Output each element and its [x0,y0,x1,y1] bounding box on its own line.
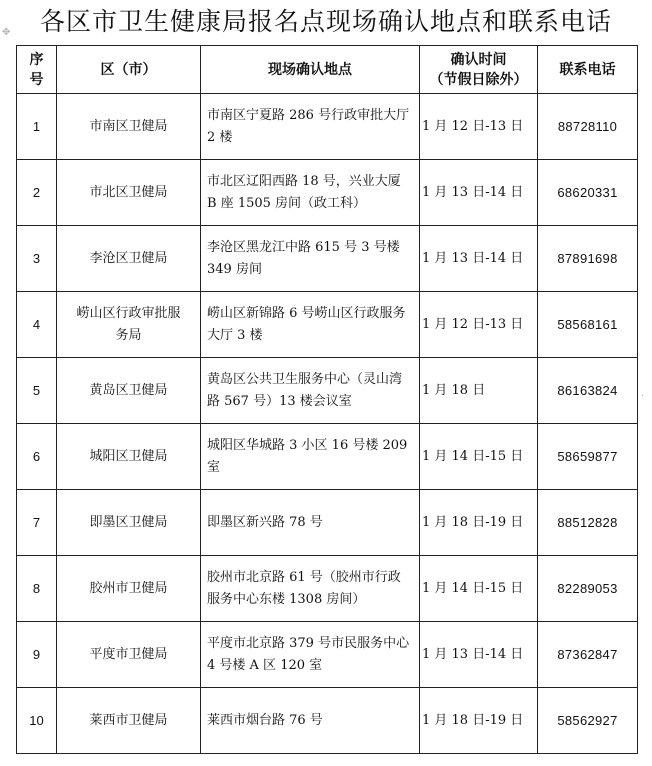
table-row [17,556,638,622]
cell-seq: 8 [17,556,57,622]
cell-date: 1 月 14 日-15 日 [420,424,538,490]
cell-seq: 2 [17,160,57,226]
cell-seq: 9 [17,622,57,688]
table-row [17,622,638,688]
resize-handle-icon[interactable]: · [641,391,645,402]
cell-district: 莱西市卫健局 [57,688,201,754]
cell-location: 胶州市北京路 61 号（胶州市行政服务中心东楼 1308 房间） [201,556,420,622]
header-seq: 序号 [17,46,57,94]
cell-district: 市南区卫健局 [57,94,201,160]
cell-date: 1 月 14 日-15 日 [420,556,538,622]
cell-district: 城阳区卫健局 [57,424,201,490]
table-row [17,160,638,226]
table-row [17,292,638,358]
header-phone: 联系电话 [538,46,638,94]
cell-district: 崂山区行政审批服务局 [57,292,201,358]
cell-location: 黄岛区公共卫生服务中心（灵山湾路 567 号）13 楼会议室 [201,358,420,424]
cell-seq: 6 [17,424,57,490]
cell-date: 1 月 18 日-19 日 [420,688,538,754]
header-time-line1: 确认时间 [450,51,507,68]
cell-location: 即墨区新兴路 78 号 [201,490,420,556]
cell-district: 平度市卫健局 [57,622,201,688]
cell-phone: 58562927 [538,688,638,754]
cell-date: 1 月 13 日-14 日 [420,160,538,226]
cell-location: 平度市北京路 379 号市民服务中心 4 号楼 A 区 120 室 [201,622,420,688]
cell-date: 1 月 12 日-13 日 [420,292,538,358]
cell-phone: 87891698 [538,226,638,292]
cell-date: 1 月 18 日-19 日 [420,490,538,556]
cell-phone: 58568161 [538,292,638,358]
table-row [17,94,638,160]
contact-table [16,45,638,754]
cell-location: 李沧区黑龙江中路 615 号 3 号楼 349 房间 [201,226,420,292]
table-row [17,490,638,556]
cell-phone: 88512828 [538,490,638,556]
cell-phone: 82289053 [538,556,638,622]
cell-location: 市南区宁夏路 286 号行政审批大厅 2 楼 [201,94,420,160]
header-location: 现场确认地点 [201,46,420,94]
cell-phone: 87362847 [538,622,638,688]
cell-district: 即墨区卫健局 [57,490,201,556]
cell-seq: 4 [17,292,57,358]
cell-seq: 1 [17,94,57,160]
cell-location: 城阳区华城路 3 小区 16 号楼 209 室 [201,424,420,490]
cell-phone: 86163824 [538,358,638,424]
table-row [17,688,638,754]
header-time [420,46,538,94]
cell-phone: 58659877 [538,424,638,490]
cell-seq: 5 [17,358,57,424]
table-row [17,424,638,490]
cell-seq: 7 [17,490,57,556]
cell-location: 崂山区新锦路 6 号崂山区行政服务大厅 3 楼 [201,292,420,358]
cell-location: 莱西市烟台路 76 号 [201,688,420,754]
cell-seq: 3 [17,226,57,292]
table-row [17,358,638,424]
cell-date: 1 月 18 日 [420,358,538,424]
cell-phone: 88728110 [538,94,638,160]
header-district: 区（市） [57,46,201,94]
page-title: 各区市卫生健康局报名点现场确认地点和联系电话 [39,7,612,36]
cell-phone: 68620331 [538,160,638,226]
cell-district: 市北区卫健局 [57,160,201,226]
cell-seq: 10 [17,688,57,754]
cell-district: 李沧区卫健局 [57,226,201,292]
header-time-line2: （节假日除外） [429,71,528,88]
cell-date: 1 月 13 日-14 日 [420,226,538,292]
cell-date: 1 月 13 日-14 日 [420,622,538,688]
table-row [17,226,638,292]
cell-district: 黄岛区卫健局 [57,358,201,424]
table-header-row [17,46,638,94]
cell-date: 1 月 12 日-13 日 [420,94,538,160]
cell-district: 胶州市卫健局 [57,556,201,622]
move-handle-icon[interactable]: ✥ [2,27,11,38]
cell-location: 市北区辽阳西路 18 号，兴业大厦 B 座 1505 房间（政工科） [201,160,420,226]
